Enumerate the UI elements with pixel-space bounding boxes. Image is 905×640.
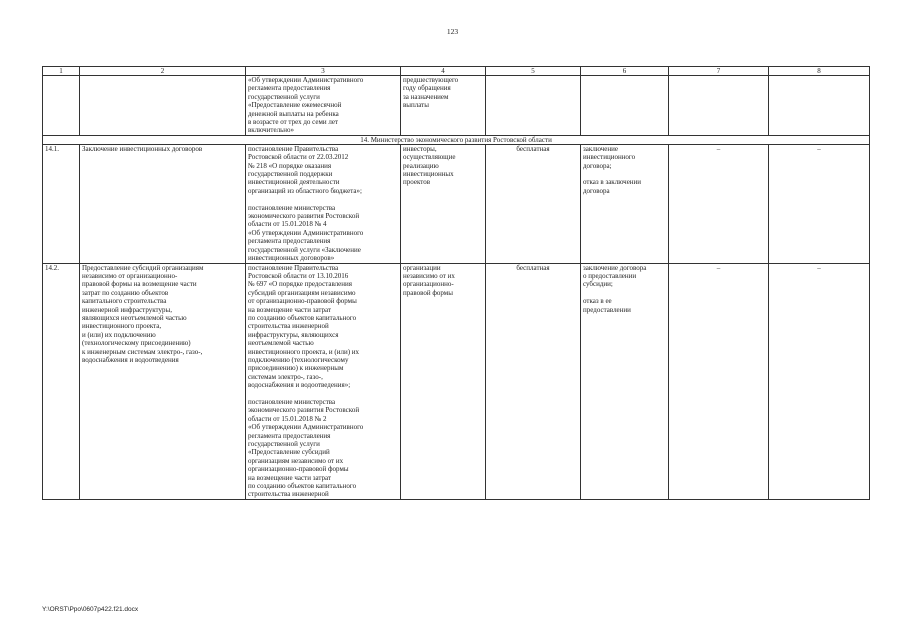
text-line: экономического развития Ростовской (248, 212, 360, 221)
text-line: государственной услуги (248, 440, 320, 449)
services-table (42, 66, 870, 500)
text-line: по созданию объектов капитального (248, 313, 357, 322)
text-line: постановление Правительства (248, 144, 339, 153)
text-line: постановление министерства (248, 398, 336, 406)
text-line: (технологическому присоединению) (82, 339, 191, 348)
text-line: в возрасте от трех до семи лет (248, 118, 339, 127)
text-line: году обращения (403, 84, 451, 93)
text-line: инвестиционной деятельности (248, 178, 340, 187)
text-line: субсидий организациям независимо (248, 288, 356, 297)
fee-cell: бесплатная (486, 144, 581, 263)
text-line: водоснабжения и водоотведения»; (248, 381, 351, 390)
text-line: государственной поддержки (248, 170, 333, 179)
column-8-cell: – (769, 144, 870, 263)
applicants-cell (401, 263, 486, 499)
result-cell (581, 263, 669, 499)
text-line: регламента предоставления (248, 84, 331, 93)
text-line: Ростовской области от 13.10.2016 (248, 271, 349, 280)
text-line: организации (403, 263, 441, 272)
text-line: предшествующего (403, 76, 459, 84)
header-cell: 3 (246, 67, 401, 76)
text-line: отказ в ее (583, 297, 612, 306)
text-line: присоединению) к инженерным (248, 364, 344, 373)
applicants-cell (401, 144, 486, 263)
text-line: водоснабжения и водоотведения (82, 355, 179, 364)
file-path-footer: Y:\ORST\Ppo\0607p422.f21.docx (42, 606, 139, 613)
legal-basis-cell (246, 76, 401, 136)
text-line: отказ в заключении (583, 178, 642, 187)
text-line: инвесторы, (403, 144, 437, 153)
text-line: организационно- (403, 280, 454, 289)
page-number: 123 (446, 27, 459, 36)
table-cell (486, 76, 581, 136)
header-cell: 1 (43, 67, 80, 76)
text-line: реализацию (403, 161, 439, 170)
section-row (43, 135, 870, 144)
text-line: экономического развития Ростовской (248, 406, 360, 415)
text-line: проектов (403, 178, 431, 187)
text-line: государственной услуги (248, 92, 320, 101)
text-line: осуществляющие (403, 153, 456, 162)
text-line: неотъемлемой частью (248, 339, 314, 348)
column-7-cell: – (669, 263, 769, 499)
table-cell (669, 76, 769, 136)
table-row (43, 144, 870, 263)
column-7-cell: – (669, 144, 769, 263)
text-line: «Предоставление субсидий (248, 448, 330, 457)
text-line: и (или) их подключению (82, 330, 156, 339)
text-line: инженерной инфраструктуры, (82, 305, 172, 314)
text-line: Предоставление субсидий организациям (82, 263, 204, 272)
header-cell: 6 (581, 67, 669, 76)
text-line: постановление Правительства (248, 263, 339, 272)
text-line: инвестиционного (583, 153, 636, 162)
text-line: субсидии; (583, 280, 613, 289)
text-line: государственной услуги «Заключение (248, 245, 361, 254)
text-line: области от 15.01.2018 № 2 (248, 414, 327, 423)
text-line: по созданию объектов капитального (248, 482, 357, 491)
row-number: 14.1. (43, 144, 80, 263)
result-cell (581, 144, 669, 263)
text-line: предоставлении (583, 305, 631, 314)
text-line: организаций из областного бюджета»; (248, 186, 362, 195)
header-cell: 2 (80, 67, 246, 76)
text-line: от организационно-правовой формы (248, 297, 357, 306)
table-cell (80, 76, 246, 136)
text-line (583, 289, 666, 297)
row-number: 14.2. (43, 263, 80, 499)
text-line: выплаты (403, 101, 429, 110)
continuation-row (43, 76, 870, 136)
text-line: включительно» (248, 126, 295, 135)
text-line: заключение договора (583, 263, 647, 272)
header-cell: 8 (769, 67, 870, 76)
text-line: «Предоставление ежемесячной (248, 101, 342, 110)
text-line (583, 170, 666, 178)
text-line: № 697 «О порядке предоставления (248, 280, 352, 289)
text-line: капитального строительства (82, 297, 167, 306)
text-line: строительства инженерной (248, 322, 329, 331)
column-8-cell: – (769, 263, 870, 499)
text-line: регламента предоставления (248, 237, 331, 246)
text-line: правовой формы на возмещение части (82, 280, 197, 289)
header-cell: 7 (669, 67, 769, 76)
service-name-cell (80, 144, 246, 263)
text-line: на возмещение части затрат (248, 473, 332, 482)
text-line: системам электро-, газо-, (248, 372, 323, 381)
text-line: № 218 «О порядке оказания (248, 161, 332, 170)
text-line: инвестиционных (403, 170, 454, 179)
text-line: к инженерным системам электро-, газо-, (82, 347, 203, 356)
header-cell: 4 (401, 67, 486, 76)
text-line: области от 15.01.2018 № 4 (248, 220, 327, 229)
text-line: независимо от их (403, 271, 455, 280)
header-cell: 5 (486, 67, 581, 76)
text-line: строительства инженерной (248, 490, 329, 499)
text-line: инвестиционного проекта, (82, 322, 162, 331)
section-title: 14. Министерство экономического развития Ростовской области (43, 135, 870, 144)
text-line: инфраструктуры, являющихся (248, 330, 339, 339)
text-line (248, 390, 398, 398)
table-cell (581, 76, 669, 136)
table-cell (769, 76, 870, 136)
text-line: Заключение инвестиционных договоров (82, 144, 203, 153)
text-line: затрат по созданию объектов (82, 288, 169, 297)
header-row (43, 67, 870, 76)
service-name-cell (80, 263, 246, 499)
text-line (248, 195, 398, 203)
text-line: «Об утверждении Административного (248, 228, 364, 237)
text-line: за назначением (403, 92, 449, 101)
text-line: денежной выплаты на ребенка (248, 109, 339, 118)
table-row (43, 263, 870, 499)
text-line: инвестиционного проекта, и (или) их (248, 347, 360, 356)
text-line: постановление министерства (248, 203, 336, 212)
table-cell (43, 76, 80, 136)
text-line: «Об утверждении Административного (248, 76, 364, 84)
legal-basis-cell (246, 144, 401, 263)
text-line: организационно-правовой формы (248, 465, 349, 474)
text-line: заключение (583, 144, 618, 153)
text-line: о предоставлении (583, 271, 637, 280)
text-line: являющихся неотъемлемой частью (82, 313, 187, 322)
text-line: регламента предоставления (248, 431, 331, 440)
text-line: на возмещение части затрат (248, 305, 332, 314)
text-line: «Об утверждении Административного (248, 423, 364, 432)
applicants-cell (401, 76, 486, 136)
text-line: организациям независимо от их (248, 456, 344, 465)
text-line: независимо от организационно- (82, 271, 178, 280)
text-line: Ростовской области от 22.03.2012 (248, 153, 349, 162)
fee-cell: бесплатная (486, 263, 581, 499)
text-line: подключению (технологическому (248, 355, 349, 364)
legal-basis-cell (246, 263, 401, 499)
text-line: договора (583, 186, 610, 195)
text-line: инвестиционных договоров» (248, 254, 335, 263)
text-line: правовой формы (403, 288, 453, 297)
text-line: договора; (583, 161, 612, 170)
